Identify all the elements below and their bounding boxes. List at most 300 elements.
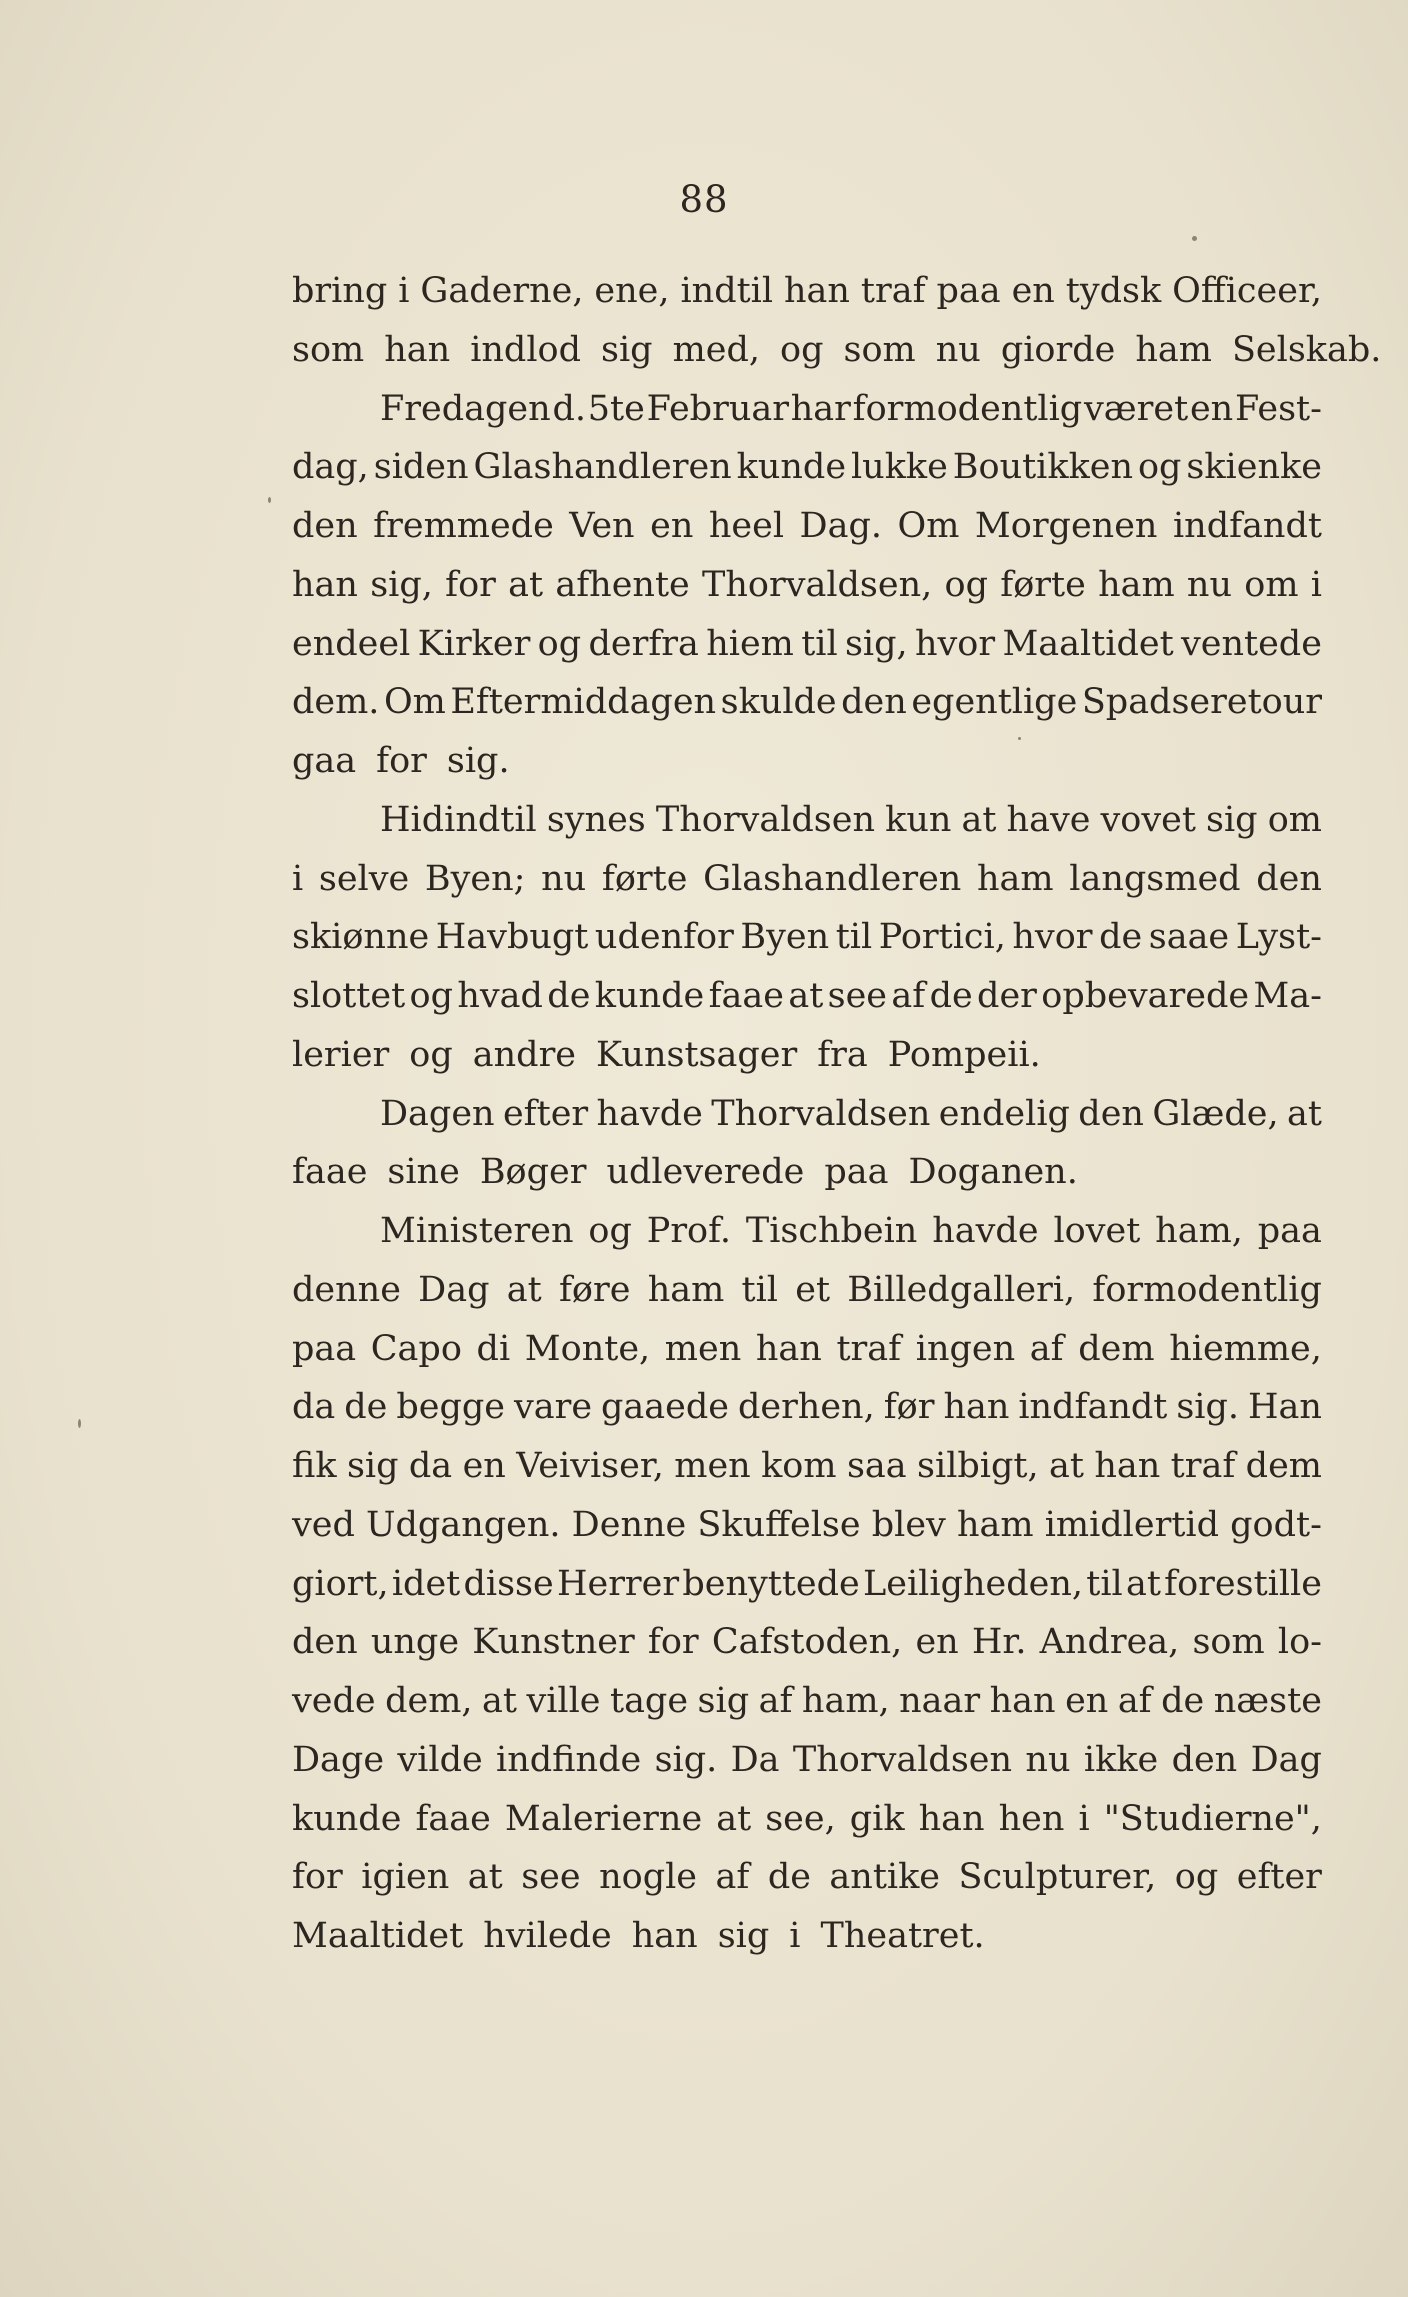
word: paa [292, 1328, 357, 1369]
word: vilde [397, 1739, 483, 1780]
word: Glæde, [1152, 1093, 1279, 1134]
word: ventede [1180, 623, 1322, 664]
word: sig, [370, 564, 433, 605]
word: den [1171, 1739, 1238, 1780]
word: den [841, 682, 907, 723]
word: kunde [594, 976, 705, 1016]
word: vovet [1100, 799, 1196, 840]
word: og [588, 1211, 632, 1251]
word: hvor [914, 623, 996, 664]
word: indtil [680, 271, 774, 311]
word: havde [596, 1093, 703, 1134]
word: de [1161, 1681, 1205, 1721]
word: forestille [1164, 1563, 1322, 1604]
word: Boutikken [952, 447, 1134, 488]
word: Maaltidet [292, 1916, 464, 1956]
text-line [292, 1731, 1322, 1790]
word: for [376, 741, 427, 781]
word: ville [526, 1681, 601, 1721]
word: de [344, 1387, 388, 1428]
word: Skuffelse [697, 1504, 861, 1545]
word: ene, [594, 271, 670, 311]
word: en [1011, 271, 1055, 311]
paper-speck [1192, 236, 1197, 241]
word: Thorvaldsen [792, 1739, 1013, 1780]
word: faae [292, 1152, 368, 1193]
word: Hr. [971, 1622, 1027, 1663]
word: Kirker [417, 623, 531, 664]
word: han [755, 1328, 822, 1369]
word: fik [292, 1446, 337, 1486]
word: har [790, 388, 851, 429]
text-line [292, 556, 1322, 615]
word: der [977, 976, 1037, 1016]
word: Dag [1250, 1739, 1322, 1780]
word: silbigt, [917, 1446, 1039, 1486]
word: Pompeii. [887, 1034, 1041, 1075]
word: dem [1245, 1446, 1322, 1486]
word: tage [610, 1681, 689, 1721]
word: denne [292, 1269, 401, 1310]
text-line [292, 321, 1382, 380]
word: udenfor [594, 917, 734, 958]
word: efter [1236, 1857, 1322, 1898]
word: bring [292, 271, 388, 311]
word: i [292, 858, 304, 899]
word: om [1267, 799, 1322, 840]
text-line [292, 1437, 1322, 1496]
word: indfandt [1172, 506, 1322, 546]
word: Doganen. [908, 1152, 1078, 1193]
word: Bøger [479, 1152, 587, 1193]
word: ham [1135, 329, 1212, 370]
word: Portici, [878, 917, 1006, 958]
word: Herrer [556, 1563, 680, 1604]
word: nu [935, 329, 981, 370]
text-line [292, 497, 1322, 556]
word: dem, [385, 1681, 473, 1721]
word: ingen [915, 1328, 1016, 1369]
word: for [647, 1622, 699, 1663]
word: lerier [292, 1034, 390, 1075]
word: som [292, 329, 365, 370]
word: Om [383, 682, 446, 723]
word: Thorvaldsen [711, 1093, 931, 1134]
word: vare [513, 1387, 593, 1428]
word: hvilede [483, 1916, 612, 1956]
word: hiem [706, 623, 794, 664]
word: Capo [370, 1328, 462, 1369]
word: af [758, 1681, 793, 1721]
word: Udgangen. [366, 1504, 561, 1545]
word: ham [956, 1504, 1034, 1545]
text-line [292, 673, 1322, 732]
word: igien [361, 1857, 450, 1898]
word: Thorvaldsen, [702, 564, 933, 605]
word: at [1048, 1446, 1084, 1486]
word: Maaltidet [1002, 623, 1174, 664]
word: selve [318, 858, 410, 899]
word: ham, [1155, 1211, 1243, 1251]
word: kunde [736, 447, 847, 488]
word: at [716, 1798, 752, 1839]
word: gik [849, 1798, 905, 1839]
word: om [1244, 564, 1299, 605]
word: ham, [801, 1681, 890, 1721]
word: at [788, 976, 824, 1016]
word: antike [829, 1857, 941, 1898]
word: see [521, 1857, 581, 1898]
word: efter [502, 1093, 589, 1134]
word: fremmede [373, 506, 554, 546]
word: Dagen [380, 1093, 495, 1134]
word: afhente [555, 564, 690, 605]
word: Theatret. [820, 1916, 985, 1956]
word: havde [932, 1211, 1039, 1251]
word: idet [391, 1563, 461, 1604]
word: den [1078, 1093, 1144, 1134]
word: andre [472, 1034, 577, 1075]
word: Prof. [646, 1211, 731, 1251]
word: opbevarede [1041, 976, 1250, 1016]
word: ved [292, 1504, 355, 1545]
word: og [1174, 1857, 1219, 1898]
word: skulde [720, 682, 837, 723]
word: d. [552, 388, 586, 429]
word: for [292, 1857, 343, 1898]
word: see, [765, 1798, 836, 1839]
text-line [292, 908, 1322, 967]
word: endelig [938, 1093, 1070, 1134]
word: Kunstner [472, 1622, 635, 1663]
word: han [292, 564, 358, 605]
word: Ven [569, 506, 635, 546]
word: Havbugt [435, 917, 589, 958]
text-line [292, 262, 1322, 321]
word: som [1192, 1622, 1265, 1663]
word: han [943, 1387, 1010, 1428]
word: heel [708, 506, 785, 546]
word: Februar [646, 388, 789, 429]
word: været [1083, 388, 1189, 429]
text-line [292, 1143, 1322, 1202]
word: Ma- [1253, 976, 1322, 1016]
word: han [918, 1798, 985, 1839]
text-line [292, 1672, 1322, 1731]
word: nogle [599, 1857, 698, 1898]
word: traf [1170, 1446, 1236, 1486]
word: giorde [1000, 329, 1116, 370]
word: en [462, 1446, 506, 1486]
word: paa [1257, 1211, 1322, 1251]
word: Dag. [799, 506, 883, 546]
word: Cafstoden, [711, 1622, 903, 1663]
word: men [674, 1446, 751, 1486]
word: langsmed [1069, 858, 1241, 899]
word: at [1287, 1093, 1322, 1134]
word: siden [373, 447, 469, 488]
word: Da [730, 1739, 780, 1780]
word: tydsk [1065, 271, 1162, 311]
word: Glashandleren [703, 858, 962, 899]
paper-speck [268, 497, 271, 503]
word: en [650, 506, 694, 546]
word: Ministeren [380, 1211, 574, 1251]
word: og [780, 329, 824, 370]
word: Leiligheden, [863, 1563, 1084, 1604]
text-line [292, 438, 1322, 497]
text-line [292, 1613, 1322, 1672]
word: kunde [292, 1798, 402, 1839]
word: Glashandleren [473, 447, 732, 488]
word: naar [899, 1681, 981, 1721]
text-line [292, 1085, 1322, 1144]
word: paa [824, 1152, 889, 1193]
word: dag, [292, 447, 369, 488]
text-line [292, 1790, 1322, 1849]
word: Gaderne, [420, 271, 584, 311]
word: næste [1213, 1681, 1322, 1721]
word: Han [1247, 1387, 1322, 1428]
word: Andrea, [1039, 1622, 1180, 1663]
word: sig [697, 1681, 750, 1721]
word: og [1137, 447, 1182, 488]
word: sig [717, 1916, 770, 1956]
word: indlod [470, 329, 581, 370]
body-text [292, 262, 1382, 1966]
text-line [292, 1555, 1322, 1614]
word: med, [672, 329, 760, 370]
word: benyttede [682, 1563, 860, 1604]
word: sig. [446, 741, 510, 781]
word: Om [897, 506, 960, 546]
word: traf [860, 271, 926, 311]
word: gaaede [601, 1387, 729, 1428]
text-line [292, 380, 1322, 439]
word: de [547, 976, 591, 1016]
word: i [1310, 564, 1322, 605]
word: til [801, 623, 838, 664]
word: han [989, 1681, 1056, 1721]
word: en [915, 1622, 959, 1663]
word: Fredagen [380, 388, 551, 429]
word: Veiviser, [516, 1446, 664, 1486]
word: fra [817, 1034, 868, 1075]
word: formodentlig [852, 388, 1083, 429]
word: Eftermiddagen [450, 682, 717, 723]
word: at [961, 799, 997, 840]
word: ham [977, 858, 1054, 899]
word: godt- [1230, 1504, 1322, 1545]
word: at [506, 1269, 542, 1310]
word: han [384, 329, 451, 370]
word: kom [761, 1446, 837, 1486]
word: sig, [844, 623, 908, 664]
word: Billedgalleri, [847, 1269, 1076, 1310]
word: Selskab. [1231, 329, 1382, 370]
word: di [476, 1328, 511, 1369]
word: han [631, 1916, 698, 1956]
text-line [292, 1320, 1322, 1379]
word: af [1117, 1681, 1152, 1721]
word: til [835, 917, 873, 958]
word: at [508, 564, 544, 605]
word: Fest- [1235, 388, 1322, 429]
word: at [482, 1681, 517, 1721]
word: Sculpturer, [958, 1857, 1157, 1898]
word: han [1094, 1446, 1161, 1486]
word: før [883, 1387, 935, 1428]
word: traf [836, 1328, 902, 1369]
text-line [292, 967, 1322, 1026]
word: et [795, 1269, 831, 1310]
word: de [929, 976, 973, 1016]
word: disse [463, 1563, 554, 1604]
word: Malerierne [504, 1798, 703, 1839]
word: og [409, 1034, 453, 1075]
word: see [827, 976, 888, 1016]
word: gaa [292, 741, 357, 781]
word: at [467, 1857, 503, 1898]
word: hiemme, [1169, 1328, 1322, 1369]
word: i [398, 271, 410, 311]
word: Monte, [524, 1328, 651, 1369]
word: af [715, 1857, 750, 1898]
word: sig. [654, 1739, 718, 1780]
word: ham [1098, 564, 1175, 605]
word: dem [1078, 1328, 1155, 1369]
word: faae [708, 976, 784, 1016]
word: i [789, 1916, 801, 1956]
text-line [292, 1496, 1322, 1555]
word: slottet [292, 976, 406, 1016]
word: Officeer, [1172, 271, 1322, 311]
word: og [537, 623, 582, 664]
word: imidlertid [1044, 1504, 1219, 1545]
word: Spadseretour [1081, 682, 1322, 723]
text-line [292, 1261, 1322, 1320]
word: ikke [1083, 1739, 1159, 1780]
word: formodentlig [1092, 1269, 1322, 1310]
text-line [292, 1202, 1322, 1261]
word: Thorvaldsen [655, 799, 876, 840]
text-line [292, 1378, 1322, 1437]
word: udleverede [606, 1152, 805, 1193]
word: lukke [850, 447, 948, 488]
paper-speck [78, 1419, 81, 1428]
word: hen [998, 1798, 1065, 1839]
word: have [1006, 799, 1091, 840]
word: de [767, 1857, 811, 1898]
paper-speck [1018, 737, 1021, 740]
text-line [292, 732, 1322, 791]
word: 5te [587, 388, 645, 429]
word: de [1099, 917, 1143, 958]
word: giort, [292, 1563, 389, 1604]
word: derfra [588, 623, 699, 664]
word: hvad [457, 976, 543, 1016]
word: men [664, 1328, 742, 1369]
word: føre [558, 1269, 631, 1310]
word: Byen; [424, 858, 526, 899]
word: og [409, 976, 453, 1016]
word: unge [370, 1622, 460, 1663]
word: ham [647, 1269, 725, 1310]
word: saa [846, 1446, 907, 1486]
word: en [1189, 388, 1234, 429]
word: "Studierne", [1103, 1798, 1322, 1839]
word: nu [1025, 1739, 1071, 1780]
word: hvor [1012, 917, 1093, 958]
word: paa [936, 271, 1001, 311]
word: Lyst- [1235, 917, 1322, 958]
word: Kunstsager [596, 1034, 798, 1075]
word: for [445, 564, 496, 605]
word: sig [346, 1446, 399, 1486]
text-line [292, 791, 1322, 850]
word: lovet [1053, 1211, 1141, 1251]
word: at [1125, 1563, 1161, 1604]
word: begge [396, 1387, 505, 1428]
word: endeel [292, 623, 411, 664]
word: Tischbein [745, 1211, 918, 1251]
word: han [784, 271, 850, 311]
word: den [1256, 858, 1322, 899]
text-line [292, 1848, 1322, 1907]
word: egentlige [911, 682, 1078, 723]
word: Dage [292, 1739, 385, 1780]
word: derhen, [737, 1387, 875, 1428]
word: af [891, 976, 926, 1016]
word: en [1065, 1681, 1109, 1721]
text-line [292, 1026, 1322, 1085]
word: synes [546, 799, 646, 840]
word: som [843, 329, 916, 370]
text-line [292, 615, 1322, 674]
word: kun [885, 799, 952, 840]
word: Hidindtil [380, 799, 537, 840]
page-number: 88 [679, 178, 729, 221]
word: Byen [740, 917, 830, 958]
word: førte [1000, 564, 1086, 605]
word: og [944, 564, 989, 605]
word: af [1029, 1328, 1064, 1369]
word: nu [1186, 564, 1233, 605]
word: den [292, 1622, 358, 1663]
word: til [741, 1269, 778, 1310]
word: da [292, 1387, 336, 1428]
word: da [408, 1446, 453, 1486]
text-line [292, 1907, 1322, 1966]
word: blev [871, 1504, 946, 1545]
word: den [292, 506, 358, 546]
word: sine [387, 1152, 460, 1193]
text-line [292, 850, 1322, 909]
word: indfandt [1018, 1387, 1168, 1428]
word: faae [415, 1798, 491, 1839]
word: Denne [571, 1504, 687, 1545]
word: til [1086, 1563, 1123, 1604]
word: sig [1206, 799, 1258, 840]
word: dem. [292, 682, 380, 723]
word: Dag [418, 1269, 490, 1310]
word: Morgenen [974, 506, 1158, 546]
word: sig. [1176, 1387, 1239, 1428]
word: skienke [1186, 447, 1322, 488]
word: saae [1148, 917, 1230, 958]
word: førte [601, 858, 688, 899]
word: vede [292, 1681, 376, 1721]
